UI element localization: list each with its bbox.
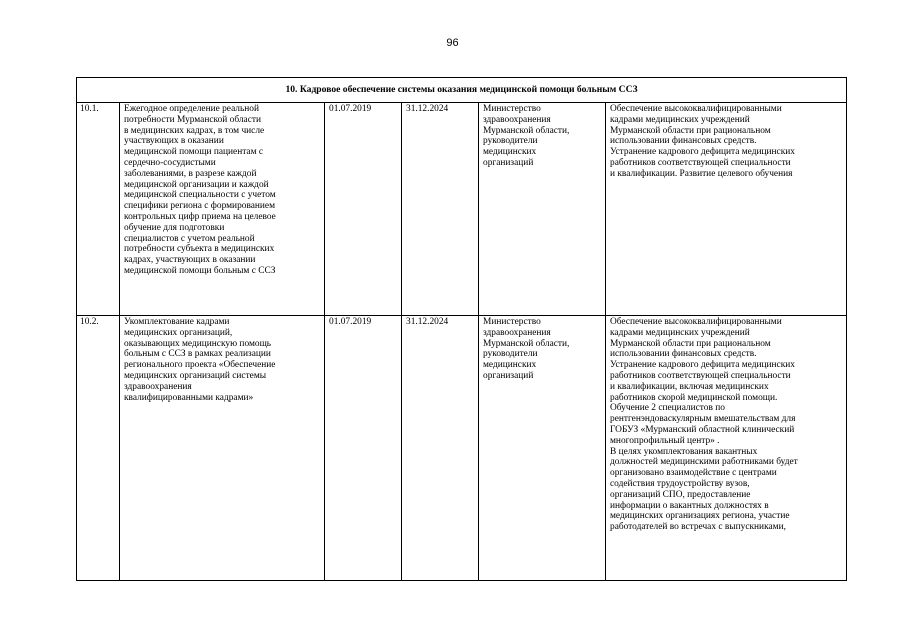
- table-row: [77, 316, 847, 581]
- row-number: 10.1.: [77, 103, 120, 316]
- activity-cell: Ежегодное определение реальной потребности Мурманской области в медицинских кадрах, в том числе участвующих в оказании медицинской помощи пациентам с сердечно-сосудистыми заболеваниями, в разрезе каждой медицинской организации и каждой медицинской специальности с учетом специфики региона с формированием контрольных цифр приема на целевое обучение для подготовки специалистов с учетом реальной потребности субъекта в медицинских кадрах, участвующих в оказании медицинской помощи больным с ССЗ: [120, 103, 325, 316]
- start-date-cell: 01.07.2019: [325, 316, 402, 581]
- row-number: 10.2.: [77, 316, 120, 581]
- activity-cell: Укомплектование кадрами медицинских организаций, оказывающих медицинскую помощь больным с ССЗ в рамках реализации регионального проекта «Обеспечение медицинских организаций системы здравоохранения квалифицированными кадрами»: [120, 316, 325, 581]
- end-date-cell: 31.12.2024: [402, 316, 479, 581]
- table-row: [77, 103, 847, 316]
- end-date-cell: 31.12.2024: [402, 103, 479, 316]
- activities-table: [76, 77, 847, 581]
- result-cell: Обеспечение высококвалифицированными кадрами медицинских учреждений Мурманской области при рациональном использовании финансовых средств. Устранение кадрового дефицита медицинских работников соответствующей специальности и квалификации, включая медицинских работников скорой медицинской помощи. Обучение 2 специалистов по рентгенэндоваскулярным вмешательствам для ГОБУЗ «Мурманский областной клинический многопрофильный центр» . В целях укомплектования вакантных должностей медицинскими работниками будет организовано взаимодействие с центрами содействия трудоустройству вузов, организаций СПО, предоставление информации о вакантных должностях в медицинских организациях региона, участие работодателей во встречах с выпускниками,: [606, 316, 847, 581]
- start-date-cell: 01.07.2019: [325, 103, 402, 316]
- result-cell: Обеспечение высококвалифицированными кадрами медицинских учреждений Мурманской области при рациональном использовании финансовых средств. Устранение кадрового дефицита медицинских работников соответствующей специальности и квалификации. Развитие целевого обучения: [606, 103, 847, 316]
- responsible-cell: Министерство здравоохранения Мурманской области, руководители медицинских организаций: [479, 103, 606, 316]
- page-number: 96: [446, 37, 459, 49]
- responsible-cell: Министерство здравоохранения Мурманской области, руководители медицинских организаций: [479, 316, 606, 581]
- section-header-row: [77, 78, 847, 103]
- section-title: 10. Кадровое обеспечение системы оказания медицинской помощи больным ССЗ: [77, 78, 847, 103]
